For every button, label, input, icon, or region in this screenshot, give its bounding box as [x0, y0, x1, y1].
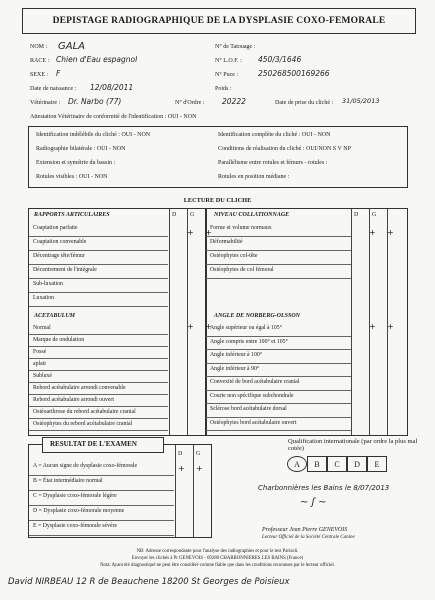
grade-b: B: [307, 456, 327, 472]
check-right-1: Identification complète du cliché : OUI - NON: [218, 132, 331, 138]
acetab-row-label: Ostéoarthrose du rebord acétabulaire cranial: [33, 409, 136, 415]
result-row-label: C = Dysplasie coxo-fémorale légère: [33, 493, 117, 499]
col-d-left: D: [172, 212, 177, 218]
sexe-label: SEXE :: [30, 72, 49, 78]
signature: ~ ʃ ~: [300, 497, 327, 508]
date-cliche-label: Date de prise du cliché :: [275, 100, 334, 106]
race-value: Chien d'Eau espagnol: [56, 55, 138, 64]
norberg-row: [206, 349, 351, 364]
acetab-head: ACETABULUM: [34, 313, 76, 319]
rapport-row: [29, 250, 168, 265]
grade-e: E: [367, 456, 387, 472]
check-mark: +: [196, 464, 203, 473]
check-mark: +: [187, 322, 194, 331]
rapport-row: [29, 278, 168, 293]
norberg-row: [206, 336, 351, 351]
result-row: [29, 490, 174, 506]
collatage-row: [206, 250, 351, 265]
result-row-label: B = État intermédiaire normal: [33, 478, 103, 484]
result-row: [29, 460, 174, 476]
sexe-value: F: [56, 69, 61, 78]
vet-value: Dr. Narbo (77): [68, 97, 122, 106]
check-left-1: Identification indélébile du cliché : OUI - NON: [36, 132, 151, 138]
check-mark: +: [205, 228, 212, 237]
grade-d: D: [347, 456, 367, 472]
collatage-row-label: Forme et volume normaux: [210, 225, 272, 231]
norberg-row: [206, 403, 351, 418]
collatage-row-label: Ostéophytes col-tête: [210, 253, 258, 259]
check-right-4: Rotules en position médiane :: [218, 174, 290, 180]
check-right-2: Conditions de réalisation du cliché : OUI/NON S V NP: [218, 146, 351, 152]
result-row-label: A = Aucun signe de dysplasie coxo-fémorale: [33, 463, 138, 469]
acetab-row-label: Marque de ondulation: [33, 337, 85, 343]
attestation-line: Attestation Vétérinaire de conformité de l'identification : OUI - NON: [30, 114, 197, 120]
res-col-d: D: [178, 451, 183, 457]
tatouage-label: N° de Tatouage :: [215, 44, 256, 50]
puce-value: 250268500169266: [258, 69, 330, 78]
grade-c: C: [327, 456, 347, 472]
norberg-head: ANGLE DE NORBERG-OLSSON: [214, 313, 301, 319]
lof-label: N° L.O.F. :: [215, 58, 242, 64]
document-title: DEPISTAGE RADIOGRAPHIQUE DE LA DYSPLASIE COXO-FEMORALE: [22, 8, 416, 34]
res-col-g: G: [196, 451, 201, 457]
norberg-row-label: Sclérose bord acétabulaire dorsal: [210, 406, 287, 412]
col-g-right: G: [372, 212, 377, 218]
handwritten-address: David NIRBEAU 12 R de Beauchene 18200 St Georges de Poisieux: [8, 577, 290, 587]
ordre-label: N° d'Ordre :: [175, 100, 205, 106]
acetab-row-label: Rebord acétabulaire arrondi convenable: [33, 385, 126, 391]
acetab-row: [29, 418, 168, 431]
result-row: [29, 520, 174, 536]
check-mark: +: [369, 322, 376, 331]
left-head: RAPPORTS ARTICULAIRES: [34, 212, 110, 218]
check-left-2: Radiographie bilatérale : OUI - NON: [36, 146, 126, 152]
rapport-row-label: Coaptation parfaite: [33, 225, 78, 231]
norberg-row-label: Ostéophytes bord acétabulaire ouvert: [210, 419, 297, 426]
norberg-row-label: Convexité de bord acétabulaire cranial: [210, 379, 300, 385]
rapport-row: [29, 292, 168, 307]
ordre-value: 20222: [222, 97, 246, 106]
footer-line-1: NB: Adresse correspondante pour l'analyse des radiographies et pour le test Parisoli.: [136, 549, 299, 554]
acetab-row-label: Rebord acétabulaire arrondi ouvert: [33, 397, 114, 403]
result-row: [29, 475, 174, 491]
rapport-row: [29, 222, 168, 237]
acetab-row-label: aplati: [33, 361, 46, 367]
grade-a: A: [287, 456, 307, 472]
rapport-row-label: Sub-luxation: [33, 281, 63, 287]
result-row-label: E = Dysplasie coxo-fémorale sévère: [33, 523, 118, 529]
check-mark: +: [369, 228, 376, 237]
nom-label: NOM :: [30, 44, 48, 50]
norberg-row-label: Angle inférieur à 90°: [210, 365, 260, 372]
norberg-row: [206, 363, 351, 378]
check-right-3: Parallélisme entre rotules et fémurs - rotules :: [218, 160, 328, 166]
col-g-left: G: [190, 212, 195, 218]
signature-place: Charbonnières les Bains le 8/07/2013: [258, 484, 390, 492]
naissance-value: 12/08/2011: [90, 83, 134, 92]
collatage-row-label: Déformabilité: [210, 239, 243, 245]
norberg-row-label: Angle supérieur ou égal à 105°: [210, 325, 283, 331]
lof-value: 450/3/1646: [258, 55, 302, 64]
prof-title: Lecteur Officiel de la Société Centrale Canine: [262, 535, 355, 540]
grade-boxes: [287, 456, 397, 472]
rapport-row-label: Décentrement de l'intégrale: [33, 267, 97, 273]
collatage-row: [206, 236, 351, 251]
result-row: [29, 505, 174, 521]
check-left-4: Rotules visibles : OUI - NON: [36, 174, 108, 180]
naissance-label: Date de naissance :: [30, 86, 77, 92]
check-mark: +: [187, 228, 194, 237]
rapport-row: [29, 264, 168, 279]
puce-label: N° Puce :: [215, 72, 239, 78]
check-left-3: Extension et symétrie du bassin :: [36, 160, 116, 166]
race-label: RACE :: [30, 58, 50, 64]
rapport-row-label: Luxation: [33, 295, 54, 301]
norberg-row: [206, 376, 351, 391]
norberg-row: [206, 390, 351, 405]
result-title: RESULTAT DE L'EXAMEN: [50, 440, 137, 448]
norberg-row: [206, 322, 351, 337]
date-cliche-value: 31/05/2013: [342, 97, 380, 105]
right-head: NIVEAU COLLATIONNAGE: [214, 212, 290, 218]
footer-line-2: Envoyer les clichés à Pr GENEVOIS - 69280 CHARBONNIERES LES BAINS (France): [131, 556, 304, 561]
poids-label: Poids :: [215, 86, 232, 92]
col-d-right: D: [354, 212, 359, 218]
prof-name: Professeur Jean Pierre GENEVOIS: [262, 527, 348, 533]
nom-value: GALA: [58, 41, 86, 52]
collatage-row-label: Ostéophytes de col fémoral: [210, 267, 274, 273]
acetab-row-label: Normal: [33, 325, 51, 331]
norberg-row-label: Angle compris entre 100° et 105°: [210, 338, 288, 345]
rapport-row-label: Coaptation convenable: [33, 239, 87, 245]
lecture-title: LECTURE DU CLICHE: [183, 197, 252, 204]
qualif-label: Qualification internationale (par ordre la plus mal cotée): [288, 438, 418, 452]
norberg-row-label: Courte non spécifique subchondrale: [210, 392, 294, 399]
check-mark: +: [387, 322, 394, 331]
vet-label: Vétérinaire :: [30, 100, 61, 106]
check-mark: +: [205, 322, 212, 331]
acetab-row-label: Subluxé: [33, 373, 53, 379]
collatage-row: [206, 264, 351, 279]
check-mark: +: [387, 228, 394, 237]
norberg-row: [206, 417, 351, 432]
result-row-label: D = Dysplasie coxo-fémorale moyenne: [33, 508, 125, 514]
rapport-row: [29, 236, 168, 251]
acetab-row-label: Ostéophytes du rebord acétabulaire cranial: [33, 421, 133, 427]
footer-line-3: Nota: Ayant été diagnostiqué ne peut être considéré comme fiable que dans les conditions reconnues par le lecteur officiel.: [100, 563, 335, 568]
collatage-row: [206, 222, 351, 237]
norberg-row-label: Angle inférieur à 100°: [210, 352, 263, 358]
rapport-row-label: Décentrage tête/fémur: [33, 253, 85, 259]
acetab-row-label: Fossé: [33, 349, 47, 355]
check-mark: +: [178, 464, 185, 473]
